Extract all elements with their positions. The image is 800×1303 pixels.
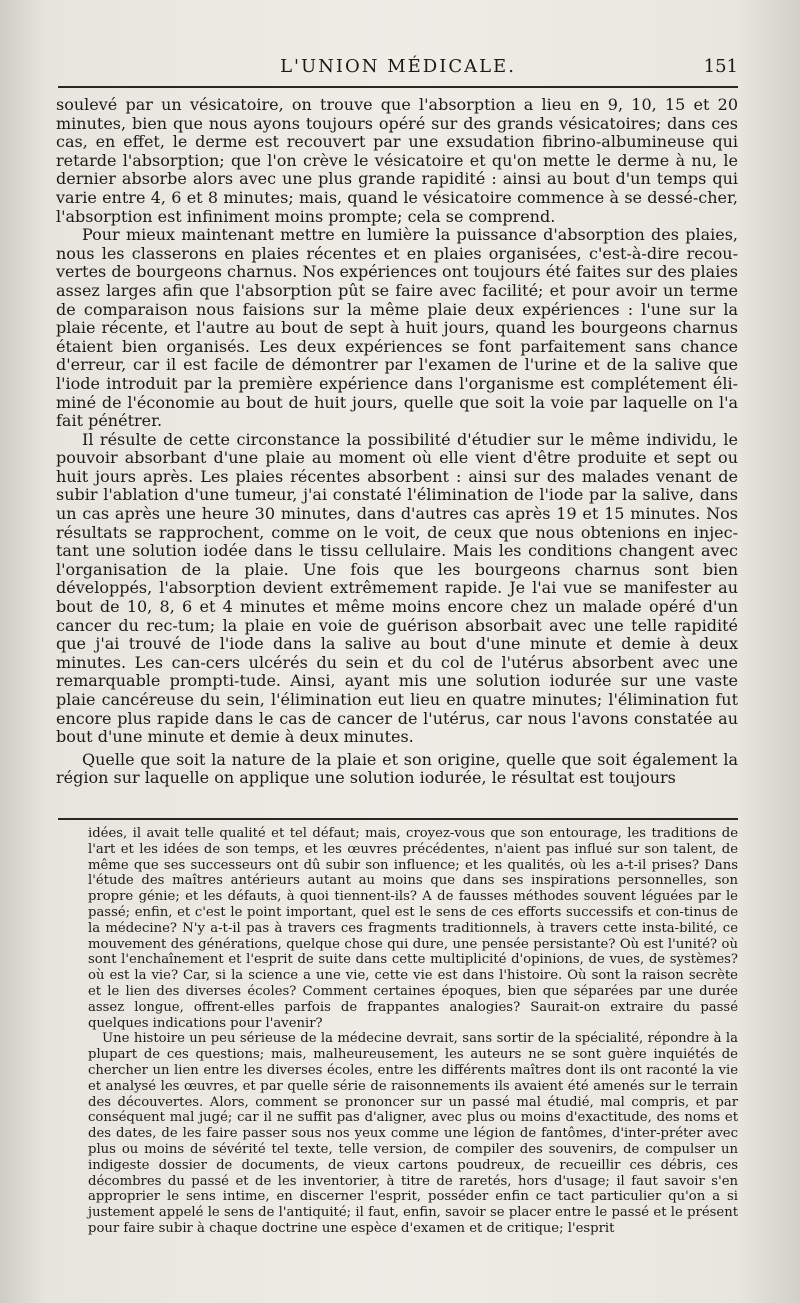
page-header [58, 50, 738, 80]
main-text [56, 96, 738, 788]
body-paragraph: Pour mieux maintenant mettre en lumière la puissance d'absorption des plaies, nous les classerons en plaies récentes et en plaies organisées, c'est-à-dire recou-vertes de bourgeons charnus. Nos expériences ont toujours été faites sur des plaies assez larges afin que l'absorption pût se faire avec facilité; et pour avoir un terme de comparaison nous faisions sur la même plaie deux expériences : l'une sur la plaie récente, et l'autre au bout de sept à huit jours, quand les bourgeons charnus étaient bien organisés. Les deux expériences se font parfaitement sans chance d'erreur, car il est facile de démontrer par l'examen de l'urine et de la salive que l'iode introduit par la première expérience dans l'organisme est complétement éli-miné de l'économie au bout de huit jours, quelle que soit la voie par laquelle on l'a fait pénétrer. [56, 225, 738, 431]
running-title: L'UNION MÉDICALE. [280, 56, 516, 77]
footnote-paragraph: Une histoire un peu sérieuse de la médecine devrait, sans sortir de la spécialité, répondre à la plupart de ces questions; mais, malheureusement, les auteurs ne se sont guère inquiétés de chercher un lien entre les diverses écoles, entre les différents maîtres dont ils ont raconté la vie et analysé les œuvres, et par quelle série de raisonnements ils avaient été amenés sur le terrain des découvertes. Alors, comment se prononcer sur un passé mal étudié, mal compris, et par conséquent mal jugé; car il ne suffit pas d'aligner, avec plus ou moins d'exactitude, des noms et des dates, de les faire passer sous nos yeux comme une légion de fantômes, d'inter-préter avec plus ou moins de sévérité tel texte, telle version, de compiler des souvenirs, de compulser un indigeste dossier de documents, de vieux cartons poudreux, de recueillir ces débris, ces décombres du passé et de les inventorier, à titre de raretés, hors d'usage; il faut savoir s'en approprier le sens intime, en discerner l'esprit, posséder enfin ce tact particulier qu'on a si justement appelé le sens de l'antiquité; il faut, enfin, savoir se placer entre le passé et le présent pour faire subir à chaque doctrine une espèce d'examen et de critique; l'esprit [88, 1031, 738, 1236]
page-number: 151 [703, 56, 738, 77]
body-paragraph: Quelle que soit la nature de la plaie et son origine, quelle que soit également la région sur laquelle on applique une solution iodurée, le résultat est toujours [56, 749, 738, 788]
footnote-rule [58, 818, 738, 820]
body-paragraph: Il résulte de cette circonstance la possibilité d'étudier sur le même individu, le pouvoir absorbant d'une plaie au moment où elle vient d'être produite et sept ou huit jours après. Les plaies récentes absorbent : ainsi sur des malades venant de subir l'ablation d'une tumeur, j'ai constaté l'élimination de l'iode par la salive, dans un cas après une heure 30 minutes, dans d'autres cas après 19 et 15 minutes. Nos résultats se rapprochent, comme on le voit, de ceux que nous obtenions en injec-tant une solution iodée dans le tissu cellulaire. Mais les conditions changent avec l'organisation de la plaie. Une fois que les bourgeons charnus sont bien développés, l'absorption devient extrêmement rapide. Je l'ai vue se manifester au bout de 10, 8, 6 et 4 minutes et même moins encore chez un malade opéré d'un cancer du rec-tum; la plaie en voie de guérison absorbait avec une telle rapidité que j'ai trouvé de l'iode dans la salive au bout d'une minute et demie à deux minutes. Les can-cers ulcérés du sein et du col de l'utérus absorbent avec une remarquable prompti-tude. Ainsi, ayant mis une solution iodurée sur une vaste plaie cancéreuse du sein, l'élimination eut lieu en quatre minutes; l'élimination fut encore plus rapide dans le cas de cancer de l'utérus, car nous l'avons constatée au bout d'une minute et demie à deux minutes. [56, 429, 738, 747]
footnote [88, 826, 738, 1237]
body-paragraph: soulevé par un vésicatoire, on trouve que l'absorption a lieu en 9, 10, 15 et 20 minutes, bien que nous ayons toujours opéré sur des grands vésicatoires; dans ces cas, en effet, le derme est recouvert par une exsudation fibrino-albumineuse qui retarde l'absorption; que l'on crève le vésicatoire et qu'on mette le derme à nu, le dernier absorbe alors avec une plus grande rapidité : ainsi au bout d'un temps qui varie entre 4, 6 et 8 minutes; mais, quand le vésicatoire commence à se dessé-cher, l'absorption est infiniment moins prompte; cela se comprend. [56, 95, 738, 226]
header-rule [58, 86, 738, 88]
footnote-paragraph: idées, il avait telle qualité et tel défaut; mais, croyez-vous que son entourage, les traditions de l'art et les idées de son temps, et les œuvres précédentes, n'aient pas influé sur son talent, de même que ses successeurs ont dû subir son influence; et les qualités, où les a-t-il prises? Dans l'étude des maîtres antérieurs autant au moins que dans ses inspirations personnelles, son propre génie; et les défauts, à quoi tiennent-ils? A de fausses méthodes souvent léguées par le passé; enfin, et c'est le point important, quel est le sens de ces efforts successifs et con-tinus de la médecine? N'y a-t-il pas à travers ces fragments traditionnels, à travers cette insta-bilité, ce mouvement des générations, quelque chose qui dure, une pensée persistante? Où est l'unité? où sont l'enchaînement et l'esprit de suite dans cette multiplicité d'opinions, de vues, de systèmes? où est la vie? Car, si la science a une vie, cette vie est dans l'histoire. Où sont la raison secrète et le lien des diverses écoles? Comment certaines époques, bien que séparées par une durée assez longue, offrent-elles parfois de frappantes analogies? Saurait-on extraire du passé quelques indications pour l'avenir? [88, 826, 738, 1031]
